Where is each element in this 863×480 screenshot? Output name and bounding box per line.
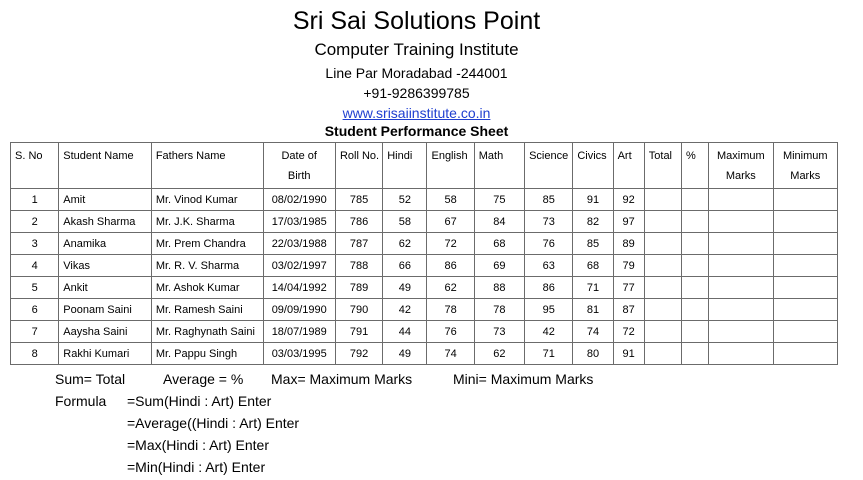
table-cell[interactable]: Mr. Ramesh Saini <box>151 299 263 321</box>
table-cell[interactable]: 09/09/1990 <box>263 299 335 321</box>
table-cell[interactable]: 1 <box>11 189 59 211</box>
column-header-line: Total <box>648 150 673 162</box>
column-header-line: Fathers Name <box>155 150 226 162</box>
table-cell[interactable]: Mr. Raghynath Saini <box>151 321 263 343</box>
table-cell[interactable] <box>681 343 708 365</box>
table-cell[interactable]: 69 <box>474 255 524 277</box>
column-header-line: S. No <box>15 150 43 162</box>
table-cell[interactable]: 71 <box>573 277 613 299</box>
table-cell[interactable]: 792 <box>335 343 382 365</box>
table-cell[interactable]: 62 <box>383 233 427 255</box>
table-cell[interactable]: 91 <box>613 343 644 365</box>
table-cell[interactable]: 58 <box>383 211 427 233</box>
table-cell[interactable]: Vikas <box>59 255 152 277</box>
table-cell[interactable] <box>773 299 837 321</box>
column-header-line: Math <box>478 150 504 162</box>
column-header <box>11 143 59 189</box>
table-header-row <box>11 143 838 189</box>
table-cell[interactable] <box>773 255 837 277</box>
table-cell[interactable]: Mr. Pappu Singh <box>151 343 263 365</box>
note-max: Max= Maximum Marks <box>271 371 413 387</box>
column-header <box>709 143 773 189</box>
table-cell[interactable]: Poonam Saini <box>59 299 152 321</box>
column-header <box>335 143 382 189</box>
table-cell[interactable]: 03/03/1995 <box>263 343 335 365</box>
table-cell[interactable]: 8 <box>11 343 59 365</box>
table-row <box>11 343 838 365</box>
table-cell[interactable]: 79 <box>613 255 644 277</box>
column-header-line: Roll No. <box>339 150 380 162</box>
table-cell[interactable] <box>681 189 708 211</box>
table-cell[interactable] <box>681 321 708 343</box>
institute-phone: +91-9286399785 <box>363 85 470 101</box>
table-cell[interactable]: 3 <box>11 233 59 255</box>
table-cell[interactable]: Mr. Ashok Kumar <box>151 277 263 299</box>
table-cell[interactable]: 87 <box>613 299 644 321</box>
table-cell[interactable]: Akash Sharma <box>59 211 152 233</box>
column-header <box>427 143 474 189</box>
column-header <box>474 143 524 189</box>
column-header-line: English <box>431 150 468 162</box>
table-cell[interactable] <box>709 299 773 321</box>
table-cell[interactable] <box>644 299 681 321</box>
table-cell[interactable]: 49 <box>383 277 427 299</box>
table-cell[interactable]: 74 <box>427 343 474 365</box>
column-header-line: Marks <box>725 170 756 182</box>
sheet-title: Student Performance Sheet <box>324 123 509 139</box>
table-cell[interactable] <box>709 321 773 343</box>
table-cell[interactable]: 78 <box>474 299 524 321</box>
table-cell[interactable]: 62 <box>427 277 474 299</box>
table-cell[interactable]: 08/02/1990 <box>263 189 335 211</box>
table-cell[interactable] <box>773 189 837 211</box>
table-cell[interactable]: Mr. Vinod Kumar <box>151 189 263 211</box>
table-cell[interactable]: 81 <box>573 299 613 321</box>
table-cell[interactable] <box>681 211 708 233</box>
column-header <box>59 143 152 189</box>
table-cell[interactable] <box>773 277 837 299</box>
table-cell[interactable]: 92 <box>613 189 644 211</box>
table-cell[interactable]: 72 <box>427 233 474 255</box>
column-header <box>773 143 837 189</box>
table-cell[interactable] <box>644 321 681 343</box>
table-cell[interactable]: 6 <box>11 299 59 321</box>
column-header <box>151 143 263 189</box>
table-cell[interactable] <box>644 211 681 233</box>
column-header-line: Civics <box>577 150 607 162</box>
table-row <box>11 277 838 299</box>
table-cell[interactable]: 791 <box>335 321 382 343</box>
institute-subtitle: Computer Training Institute <box>314 40 519 59</box>
table-cell[interactable]: 82 <box>573 211 613 233</box>
table-cell[interactable]: 68 <box>573 255 613 277</box>
table-cell[interactable] <box>644 233 681 255</box>
table-cell[interactable]: 2 <box>11 211 59 233</box>
table-cell[interactable]: 95 <box>525 299 573 321</box>
note-sum: Sum= Total <box>55 371 126 387</box>
institute-address: Line Par Moradabad -244001 <box>325 65 508 81</box>
institute-name: Sri Sai Solutions Point <box>292 7 541 35</box>
table-cell[interactable]: Rakhi Kumari <box>59 343 152 365</box>
column-header <box>383 143 427 189</box>
table-cell[interactable] <box>644 343 681 365</box>
column-header-line: Student Name <box>63 150 134 162</box>
column-header-line: Marks <box>790 170 821 182</box>
table-cell[interactable]: Anamika <box>59 233 152 255</box>
column-header-line: Maximum <box>716 150 765 162</box>
column-header <box>681 143 708 189</box>
table-cell[interactable]: 62 <box>474 343 524 365</box>
table-cell[interactable]: 78 <box>427 299 474 321</box>
table-cell[interactable]: Amit <box>59 189 152 211</box>
table-row <box>11 299 838 321</box>
table-cell[interactable] <box>644 277 681 299</box>
table-cell[interactable]: 42 <box>383 299 427 321</box>
table-cell[interactable]: 18/07/1989 <box>263 321 335 343</box>
table-cell[interactable]: Mr. J.K. Sharma <box>151 211 263 233</box>
formula-label: Formula <box>55 393 107 409</box>
table-cell[interactable]: 7 <box>11 321 59 343</box>
table-cell[interactable]: 85 <box>573 233 613 255</box>
table-cell[interactable]: 86 <box>525 277 573 299</box>
table-body <box>11 189 838 365</box>
table-cell[interactable]: 84 <box>474 211 524 233</box>
column-header <box>613 143 644 189</box>
table-cell[interactable]: 76 <box>427 321 474 343</box>
table-cell[interactable]: 63 <box>525 255 573 277</box>
table-cell[interactable]: 5 <box>11 277 59 299</box>
table-cell[interactable]: 85 <box>525 189 573 211</box>
table-cell[interactable]: 80 <box>573 343 613 365</box>
table-cell[interactable]: 788 <box>335 255 382 277</box>
table-cell[interactable]: 789 <box>335 277 382 299</box>
formula-average: =Average((Hindi : Art) Enter <box>127 415 300 431</box>
table-cell[interactable]: 77 <box>613 277 644 299</box>
column-header-line: Science <box>529 150 569 162</box>
note-min: Mini= Maximum Marks <box>453 371 594 387</box>
table-cell[interactable]: Ankit <box>59 277 152 299</box>
table-cell[interactable] <box>681 299 708 321</box>
table-cell[interactable] <box>709 233 773 255</box>
table-cell[interactable]: 786 <box>335 211 382 233</box>
table-cell[interactable]: 74 <box>573 321 613 343</box>
table-cell[interactable] <box>773 233 837 255</box>
table-row <box>11 233 838 255</box>
table-cell[interactable]: 67 <box>427 211 474 233</box>
table-cell[interactable]: 91 <box>573 189 613 211</box>
institute-website-link[interactable]: www.srisaiinstitute.co.in <box>342 105 491 121</box>
table-cell[interactable]: 14/04/1992 <box>263 277 335 299</box>
table-cell[interactable] <box>709 211 773 233</box>
table-cell[interactable]: 97 <box>613 211 644 233</box>
table-row <box>11 189 838 211</box>
table-cell[interactable]: 22/03/1988 <box>263 233 335 255</box>
table-cell[interactable]: 72 <box>613 321 644 343</box>
table-cell[interactable]: Mr. R. V. Sharma <box>151 255 263 277</box>
table-cell[interactable] <box>773 343 837 365</box>
table-cell[interactable]: 790 <box>335 299 382 321</box>
table-row <box>11 321 838 343</box>
table-cell[interactable]: 44 <box>383 321 427 343</box>
table-cell[interactable]: 86 <box>427 255 474 277</box>
table-row <box>11 255 838 277</box>
table-cell[interactable]: 58 <box>427 189 474 211</box>
table-cell[interactable] <box>681 233 708 255</box>
table-cell[interactable]: 89 <box>613 233 644 255</box>
table-cell[interactable] <box>709 343 773 365</box>
column-header-line: % <box>685 150 696 162</box>
table-cell[interactable]: 52 <box>383 189 427 211</box>
table-cell[interactable]: 68 <box>474 233 524 255</box>
table-cell[interactable]: 73 <box>474 321 524 343</box>
note-average: Average = % <box>163 371 244 387</box>
column-header-line: Birth <box>287 170 311 182</box>
table-cell[interactable]: 73 <box>525 211 573 233</box>
column-header <box>263 143 335 189</box>
table-cell[interactable]: 75 <box>474 189 524 211</box>
formula-sum: =Sum(Hindi : Art) Enter <box>127 393 272 409</box>
column-header <box>573 143 613 189</box>
table-cell[interactable]: 49 <box>383 343 427 365</box>
table-cell[interactable]: 785 <box>335 189 382 211</box>
table-cell[interactable]: 03/02/1997 <box>263 255 335 277</box>
table-cell[interactable] <box>681 255 708 277</box>
table-cell[interactable]: 4 <box>11 255 59 277</box>
table-row <box>11 211 838 233</box>
column-header-line: Minimum <box>782 150 828 162</box>
table-cell[interactable] <box>709 189 773 211</box>
table-cell[interactable]: 76 <box>525 233 573 255</box>
table-cell[interactable] <box>709 277 773 299</box>
table-cell[interactable] <box>709 255 773 277</box>
table-cell[interactable]: 71 <box>525 343 573 365</box>
table-cell[interactable]: 42 <box>525 321 573 343</box>
column-header-line: Art <box>617 150 632 162</box>
table-cell[interactable]: 66 <box>383 255 427 277</box>
table-cell[interactable]: Aaysha Saini <box>59 321 152 343</box>
table-cell[interactable] <box>644 189 681 211</box>
column-header <box>525 143 573 189</box>
table-cell[interactable]: 787 <box>335 233 382 255</box>
table-cell[interactable]: Mr. Prem Chandra <box>151 233 263 255</box>
table-cell[interactable]: 17/03/1985 <box>263 211 335 233</box>
column-header-line: Date of <box>281 150 317 162</box>
table-cell[interactable]: 88 <box>474 277 524 299</box>
formula-min: =Min(Hindi : Art) Enter <box>127 459 266 475</box>
student-performance-table <box>10 142 838 365</box>
column-header <box>644 143 681 189</box>
table-cell[interactable] <box>681 277 708 299</box>
table-cell[interactable] <box>773 211 837 233</box>
formula-max: =Max(Hindi : Art) Enter <box>127 437 269 453</box>
table-cell[interactable] <box>644 255 681 277</box>
column-header-line: Hindi <box>387 150 413 162</box>
table-cell[interactable] <box>773 321 837 343</box>
